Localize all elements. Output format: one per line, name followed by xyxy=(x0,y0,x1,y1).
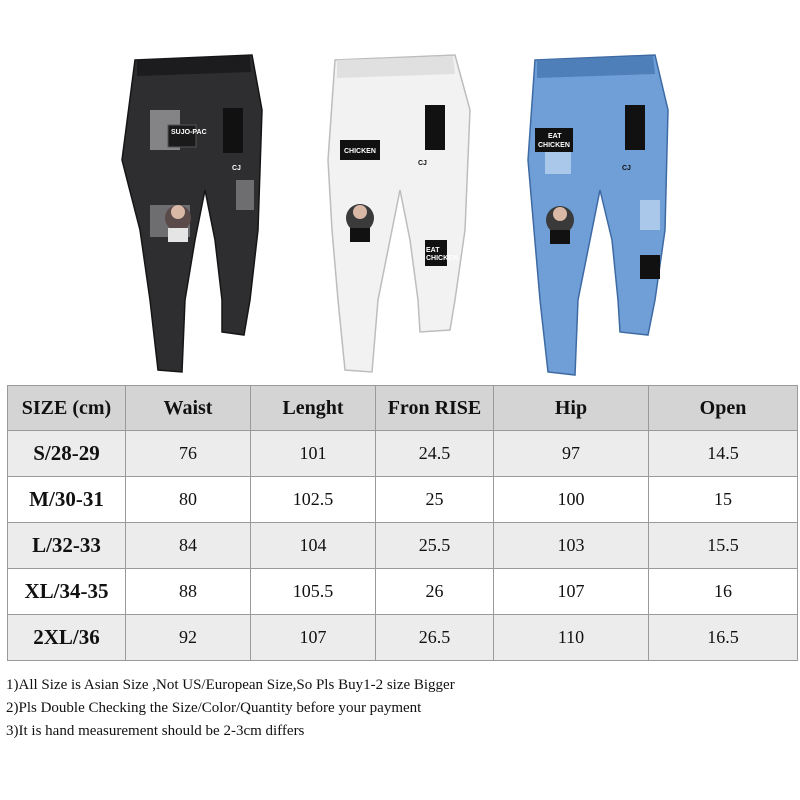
waist-cell: 88 xyxy=(126,569,251,615)
size-cell: L/32-33 xyxy=(8,523,126,569)
header-open: Open xyxy=(649,386,798,431)
svg-text:EAT: EAT xyxy=(426,247,440,254)
waist-cell: 84 xyxy=(126,523,251,569)
size-cell: S/28-29 xyxy=(8,431,126,477)
length-cell: 107 xyxy=(251,615,376,661)
header-hip: Hip xyxy=(494,386,649,431)
note-line: 3)It is hand measurement should be 2-3cm differs xyxy=(6,723,305,739)
waist-cell: 80 xyxy=(126,477,251,523)
size-chart-table xyxy=(7,385,798,661)
table-row xyxy=(8,477,798,523)
front-rise-cell: 26 xyxy=(376,569,494,615)
front-rise-cell: 24.5 xyxy=(376,431,494,477)
front-rise-cell: 25.5 xyxy=(376,523,494,569)
header-size: SIZE (cm) xyxy=(8,386,126,431)
note-line: 2)Pls Double Checking the Size/Color/Quantity before your payment xyxy=(6,700,422,716)
note-line: 1)All Size is Asian Size ,Not US/European Size,So Pls Buy1-2 size Bigger xyxy=(6,677,455,693)
hip-cell: 107 xyxy=(494,569,649,615)
front-rise-cell: 26.5 xyxy=(376,615,494,661)
table-row xyxy=(8,615,798,661)
svg-text:CJ: CJ xyxy=(622,165,631,172)
length-cell: 105.5 xyxy=(251,569,376,615)
size-notes xyxy=(6,674,796,743)
black-jeans-image xyxy=(122,55,262,372)
size-cell: XL/34-35 xyxy=(8,569,126,615)
table-row xyxy=(8,431,798,477)
product-photos xyxy=(0,0,800,380)
blue-jeans-image xyxy=(528,55,668,375)
svg-text:CHICKEN: CHICKEN xyxy=(344,148,376,155)
svg-text:CHICKEN: CHICKEN xyxy=(426,255,458,262)
open-cell: 15.5 xyxy=(649,523,798,569)
hip-cell: 97 xyxy=(494,431,649,477)
svg-text:CJ: CJ xyxy=(232,165,241,172)
table-header-row xyxy=(8,386,798,431)
open-cell: 14.5 xyxy=(649,431,798,477)
svg-text:CJ: CJ xyxy=(418,160,427,167)
length-cell: 104 xyxy=(251,523,376,569)
open-cell: 16.5 xyxy=(649,615,798,661)
white-jeans-image xyxy=(328,55,470,372)
header-waist: Waist xyxy=(126,386,251,431)
header-front-rise: Fron RISE xyxy=(376,386,494,431)
hip-cell: 110 xyxy=(494,615,649,661)
size-cell: M/30-31 xyxy=(8,477,126,523)
waist-cell: 76 xyxy=(126,431,251,477)
waist-cell: 92 xyxy=(126,615,251,661)
front-rise-cell: 25 xyxy=(376,477,494,523)
svg-text:EAT: EAT xyxy=(548,133,562,140)
svg-text:CHICKEN: CHICKEN xyxy=(538,142,570,149)
size-cell: 2XL/36 xyxy=(8,615,126,661)
hip-cell: 103 xyxy=(494,523,649,569)
open-cell: 15 xyxy=(649,477,798,523)
hip-cell: 100 xyxy=(494,477,649,523)
length-cell: 101 xyxy=(251,431,376,477)
length-cell: 102.5 xyxy=(251,477,376,523)
table-row xyxy=(8,569,798,615)
svg-text:SUJO-PAC: SUJO-PAC xyxy=(171,129,207,136)
open-cell: 16 xyxy=(649,569,798,615)
table-row xyxy=(8,523,798,569)
header-length: Lenght xyxy=(251,386,376,431)
